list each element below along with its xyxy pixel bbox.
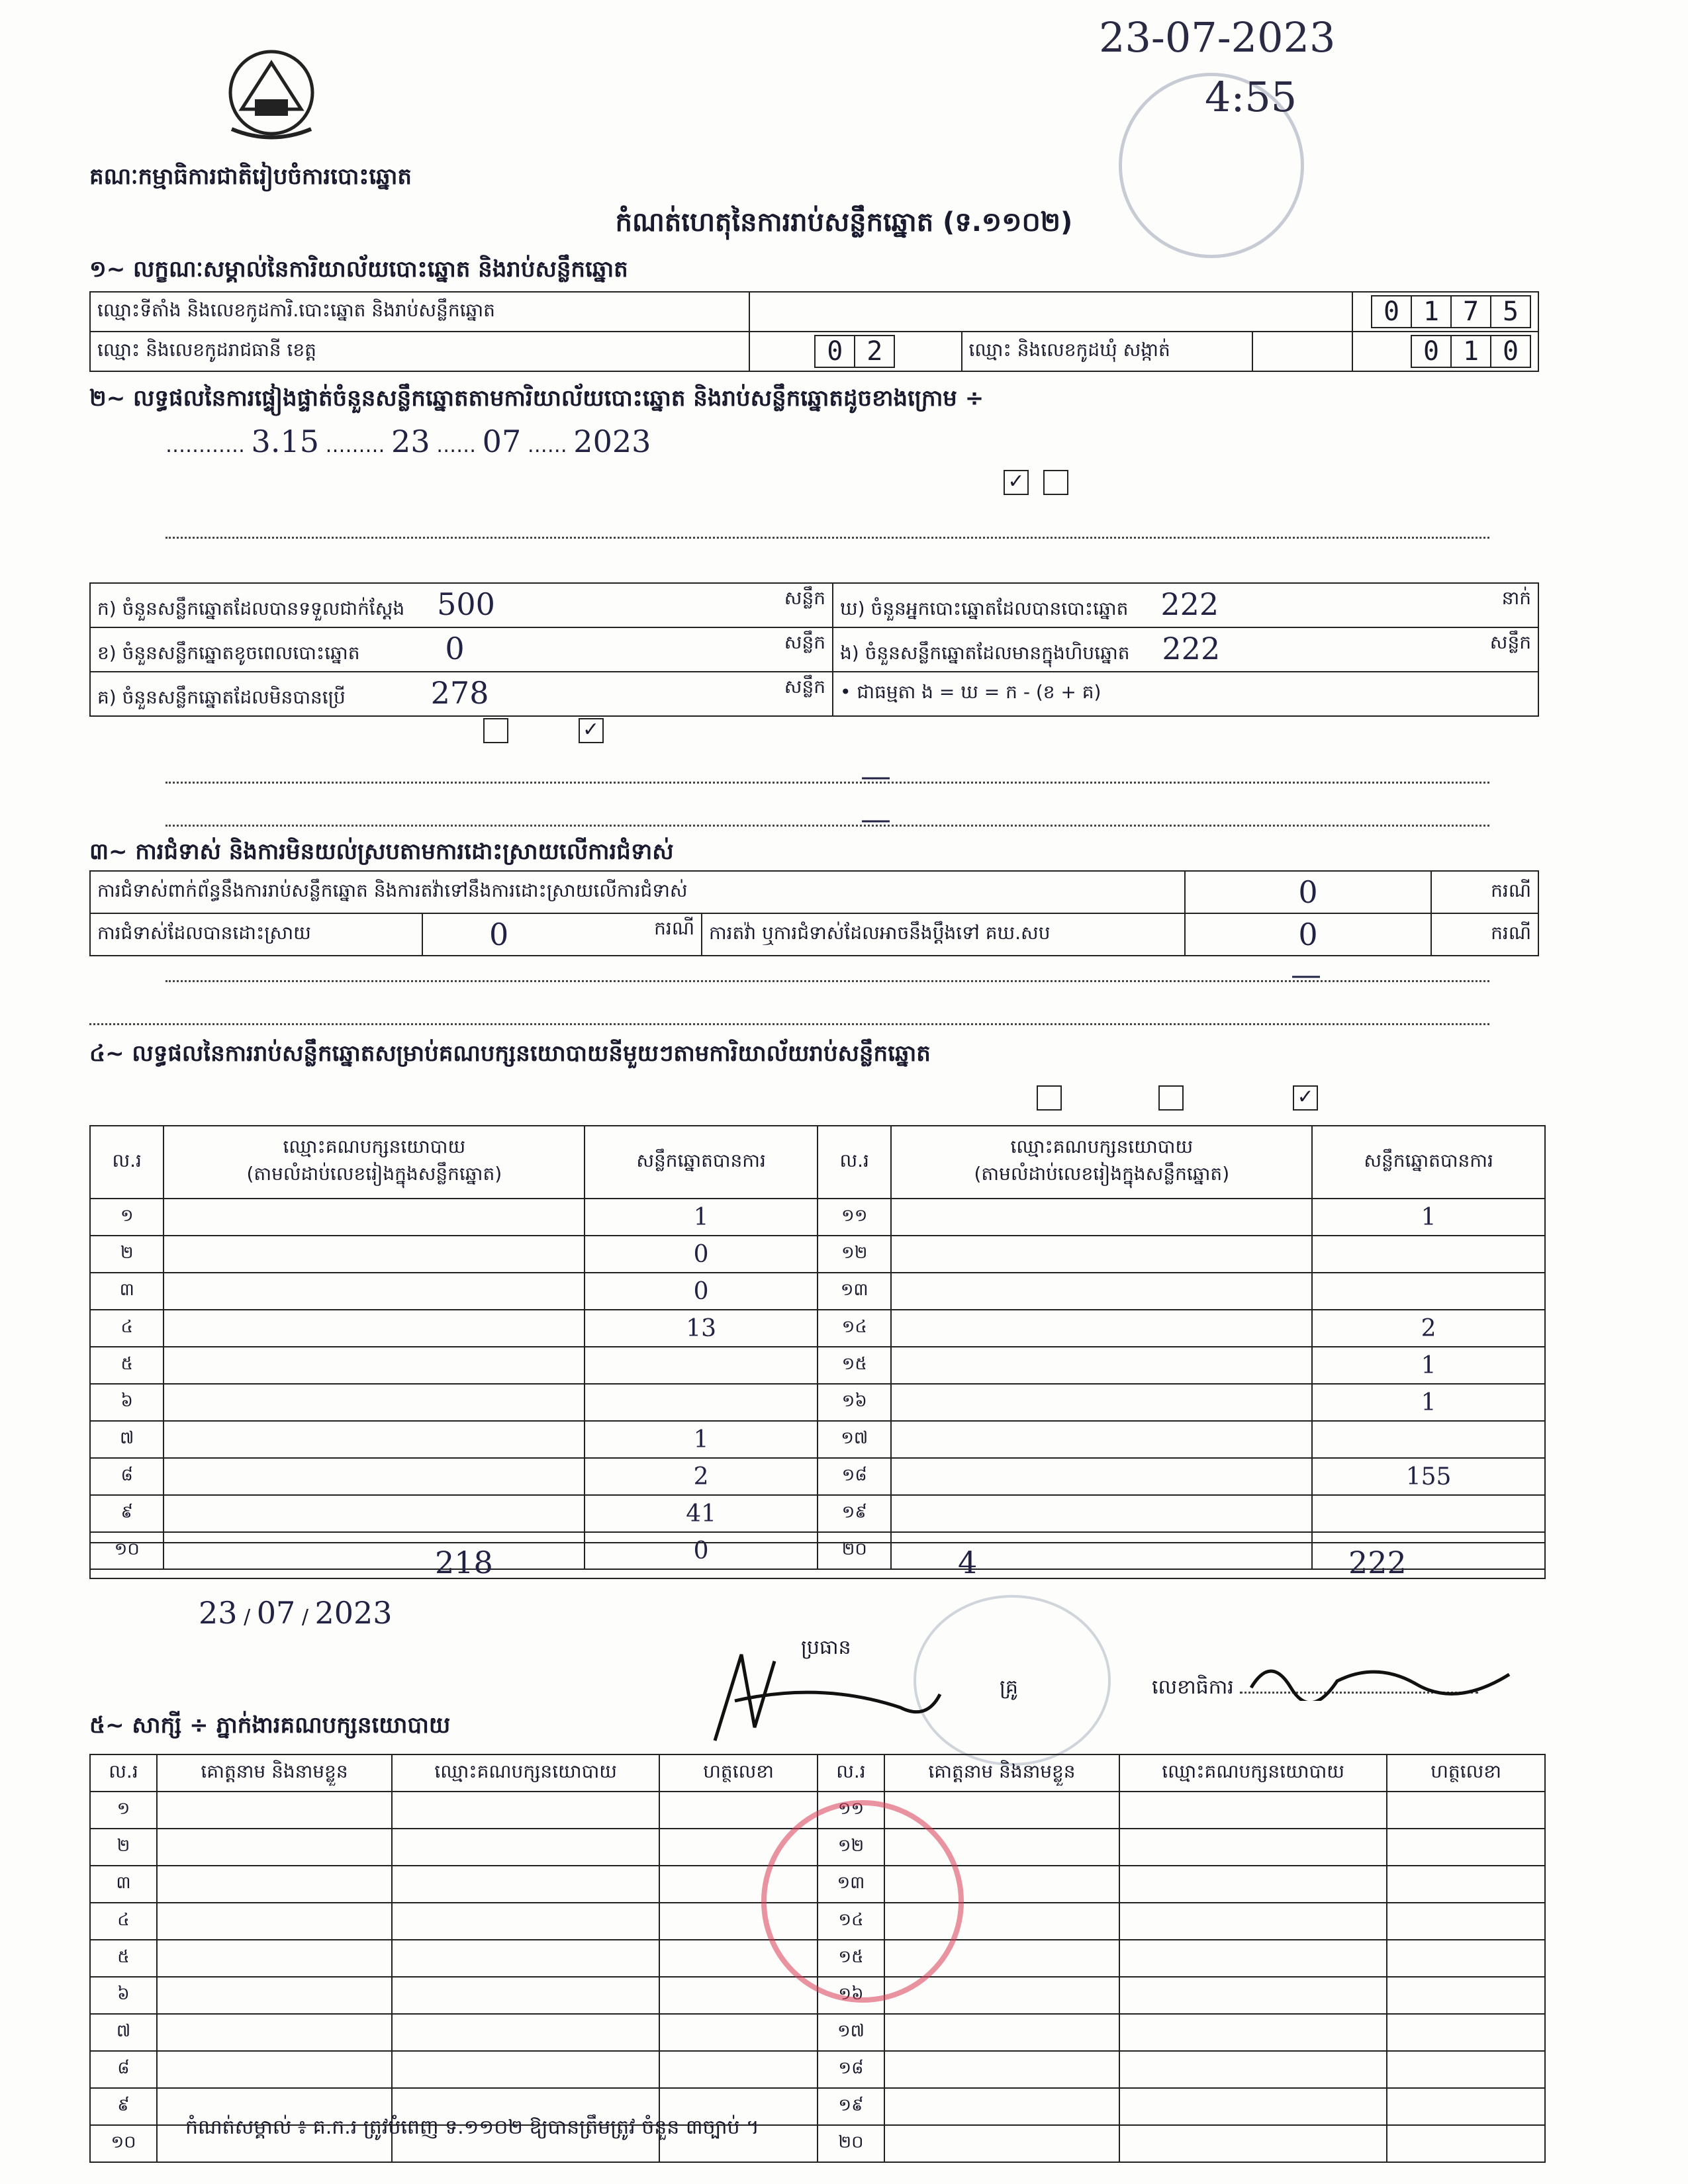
row-number: ១២ — [818, 1236, 891, 1273]
verification-line: ………… 3.15 ……… 23 …… 07 …… 2023 — [165, 424, 651, 459]
col-votes-header: សន្លឹកឆ្នោតបានការ — [585, 1126, 818, 1199]
note-field-3[interactable] — [165, 801, 1489, 837]
col-no-header: ល.រ — [818, 1754, 884, 1792]
form-title: កំណត់ហេតុនៃការរាប់សន្លឹកឆ្នោត (ទ.១១០២) — [615, 207, 1073, 238]
witness-signature-cell[interactable] — [1387, 2125, 1545, 2162]
handwritten-note: — — [1291, 956, 1321, 992]
row-number: ២០ — [818, 2125, 884, 2162]
table-row — [90, 1199, 1545, 1236]
party-name-cell[interactable] — [891, 1421, 1312, 1458]
total-invalid-value[interactable]: 4 — [958, 1545, 978, 1580]
total-box-value[interactable]: 222 — [1348, 1545, 1407, 1580]
one-sheet-checkbox[interactable] — [1037, 1085, 1062, 1111]
witness-name-cell[interactable] — [157, 1866, 392, 1903]
party-name-cell[interactable] — [164, 1421, 585, 1458]
witness-party-cell[interactable] — [1119, 1829, 1387, 1866]
station-label: ឈ្មោះទីតាំង និងលេខកូដការិ.បោះឆ្នោត និងរាប់សន្លឹកឆ្នោត — [90, 292, 749, 332]
unit-label: ករណី — [1431, 871, 1538, 913]
table-row — [90, 1495, 1545, 1532]
count-row-left — [90, 672, 833, 716]
col-party-header — [891, 1126, 1312, 1199]
vote-count-cell[interactable] — [1312, 1421, 1545, 1458]
col-party-sub: (តាមលំដាប់លេខរៀងក្នុងសន្លឹកឆ្នោត) — [246, 1163, 502, 1185]
chair-role: ប្រធាន — [801, 1636, 851, 1659]
vote-count-cell[interactable]: 2 — [585, 1458, 818, 1495]
witness-name-cell[interactable] — [157, 1792, 392, 1829]
chair-signature — [702, 1641, 953, 1747]
witness-signature-cell[interactable] — [1387, 2051, 1545, 2088]
count-label: ក) ចំនួនសន្លឹកឆ្នោតដែលបានទទួលជាក់ស្តែង — [97, 598, 405, 619]
party-name-cell[interactable] — [164, 1273, 585, 1310]
unit-label: ករណី — [1431, 913, 1538, 956]
code-digit: 2 — [854, 335, 895, 368]
table-row — [90, 1421, 1545, 1458]
party-results-table — [89, 1125, 1546, 1570]
complaints-label: ការជំទាស់ពាក់ព័ន្ធនឹងការរាប់សន្លឹកឆ្នោត និងការតវ៉ាទៅនឹងការដោះស្រាយលើការជំទាស់ — [90, 871, 1185, 913]
party-name-cell[interactable] — [164, 1458, 585, 1495]
vote-count-cell[interactable] — [1312, 1495, 1545, 1532]
row-number: ១០ — [90, 1532, 164, 1569]
witness-name-cell[interactable] — [884, 2125, 1119, 2162]
witness-signature-cell[interactable] — [1387, 1866, 1545, 1903]
witness-party-cell[interactable] — [1119, 1940, 1387, 1977]
vote-count-cell[interactable]: 0 — [585, 1236, 818, 1273]
stamp-date: 23-07-2023 — [1099, 13, 1336, 62]
witness-signature-cell[interactable] — [659, 1977, 818, 2014]
row-number: ៨ — [90, 1458, 164, 1495]
col-no-header: ល.រ — [90, 1126, 164, 1199]
resolved-count[interactable]: 0 — [489, 917, 509, 952]
row-number: ១៣ — [818, 1866, 884, 1903]
witness-signature-cell[interactable] — [659, 2014, 818, 2051]
sheet-count-line — [1033, 1085, 1322, 1111]
spoiled-ballots-value[interactable]: 0 — [445, 631, 465, 666]
appeal-count[interactable]: 0 — [1185, 913, 1431, 956]
count-label: គ) ចំនួនសន្លឹកឆ្នោតដែលមិនបានប្រើ — [97, 686, 346, 708]
vote-count-cell[interactable]: 1 — [1312, 1199, 1545, 1236]
vote-count-cell[interactable] — [1312, 1236, 1545, 1273]
col-no-header: ល.រ — [818, 1126, 891, 1199]
party-name-cell[interactable] — [164, 1199, 585, 1236]
ballot-count-table — [89, 582, 1539, 717]
witness-name-cell[interactable] — [884, 2051, 1119, 2088]
sign-date-year[interactable]: 2023 — [314, 1595, 393, 1631]
witness-name-cell[interactable] — [884, 2014, 1119, 2051]
note-field-5[interactable] — [89, 999, 1489, 1025]
ballots-in-box-value[interactable]: 222 — [1162, 631, 1221, 666]
commune-label: ឈ្មោះ និងលេខកូដឃុំ សង្កាត់ — [962, 332, 1253, 371]
section-2-title: ២~ លទ្ធផលនៃការផ្ទៀងផ្ទាត់ចំនួនសន្លឹកឆ្នោតតាមការិយាល័យបោះឆ្នោត និងរាប់សន្លឹកឆ្នោតដូចខាងក្រោម ÷ — [89, 385, 984, 412]
count-label: ង) ចំនួនសន្លឹកឆ្នោតដែលមានក្នុងហិបឆ្នោត — [840, 642, 1130, 664]
witness-party-cell[interactable] — [392, 1829, 659, 1866]
table-row — [90, 1458, 1545, 1495]
vote-count-cell[interactable]: 0 — [585, 1532, 818, 1569]
code-digit: 0 — [1411, 335, 1452, 368]
witness-party-cell[interactable] — [1119, 2014, 1387, 2051]
note-field-4[interactable] — [165, 956, 1489, 992]
count-row-right — [833, 627, 1538, 672]
row-number: ១៦ — [818, 1384, 891, 1421]
vote-count-cell[interactable]: 1 — [1312, 1347, 1545, 1384]
row-number: ១៥ — [818, 1940, 884, 1977]
witness-party-cell[interactable] — [392, 1903, 659, 1940]
code-digit: 1 — [1450, 335, 1491, 368]
verification-month[interactable]: 07 — [482, 424, 522, 459]
table-row — [90, 1236, 1545, 1273]
handwritten-note: — — [861, 758, 891, 794]
party-name-cell[interactable] — [164, 1384, 585, 1421]
org-name: គណៈកម្មាធិការជាតិរៀបចំការបោះឆ្នោត — [89, 163, 412, 190]
witness-signature-cell[interactable] — [1387, 2088, 1545, 2125]
row-number: ១២ — [818, 1829, 884, 1866]
row-number: ១៤ — [818, 1903, 884, 1940]
row-number: ១៥ — [818, 1347, 891, 1384]
row-number: ១០ — [90, 2125, 157, 2162]
count-row-right — [833, 583, 1538, 627]
row-number: ៧ — [90, 2014, 157, 2051]
total-valid-value[interactable]: 218 — [435, 1545, 493, 1580]
station-name-field[interactable] — [749, 292, 1352, 332]
row-number: ៨ — [90, 2051, 157, 2088]
col-party-header: ឈ្មោះគណបក្សនយោបាយ — [1119, 1754, 1387, 1792]
row-number: ១៧ — [818, 1421, 891, 1458]
party-name-cell[interactable] — [164, 1495, 585, 1532]
row-number: ១៨ — [818, 1458, 891, 1495]
sign-date-day[interactable]: 23 — [199, 1595, 238, 1631]
witness-party-cell[interactable] — [392, 1866, 659, 1903]
witness-name-cell[interactable] — [157, 1829, 392, 1866]
row-number: ៤ — [90, 1310, 164, 1347]
col-sig-header: ហត្ថលេខា — [1387, 1754, 1545, 1792]
witness-name-cell[interactable] — [157, 1940, 392, 1977]
count-label: ឃ) ចំនួនអ្នកបោះឆ្នោតដែលបានបោះឆ្នោត — [840, 598, 1129, 619]
witness-party-cell[interactable] — [392, 1792, 659, 1829]
col-party-sub: (តាមលំដាប់លេខរៀងក្នុងសន្លឹកឆ្នោត) — [974, 1163, 1230, 1185]
witness-party-cell[interactable] — [1119, 2125, 1387, 2162]
code-digit: 7 — [1450, 295, 1491, 328]
witness-party-cell[interactable] — [1119, 2088, 1387, 2125]
witness-party-cell[interactable] — [392, 2014, 659, 2051]
code-digit: 5 — [1490, 295, 1531, 328]
witness-name-cell[interactable] — [157, 2051, 392, 2088]
col-no-header: ល.រ — [90, 1754, 157, 1792]
table-row — [90, 1384, 1545, 1421]
resolved-cell — [422, 913, 702, 956]
witness-signature-cell[interactable] — [1387, 2014, 1545, 2051]
row-number: ១៨ — [818, 2051, 884, 2088]
discrepancy-no-checkbox[interactable]: ✓ — [579, 718, 604, 743]
table-row — [90, 1273, 1545, 1310]
witness-party-cell[interactable] — [392, 1977, 659, 2014]
witness-party-cell[interactable] — [1119, 1866, 1387, 1903]
witness-party-cell[interactable] — [1119, 1977, 1387, 2014]
unit-label: សន្លឹក — [784, 631, 825, 653]
row-number: ៥ — [90, 1347, 164, 1384]
voters-value[interactable]: 222 — [1160, 586, 1219, 622]
count-label: ខ) ចំនួនសន្លឹកឆ្នោតខូចពេលបោះឆ្នោត — [97, 642, 360, 664]
station-code[interactable] — [1352, 292, 1538, 332]
row-number: ៦ — [90, 1384, 164, 1421]
col-party-header: ឈ្មោះគណបក្សនយោបាយ — [392, 1754, 659, 1792]
witness-name-cell[interactable] — [157, 1903, 392, 1940]
code-digit: 0 — [1490, 335, 1531, 368]
witness-signature-cell[interactable] — [659, 2051, 818, 2088]
col-party-title: ឈ្មោះគណបក្សនយោបាយ — [1010, 1136, 1194, 1158]
section-1-title: ១~ លក្ខណៈសម្គាល់នៃការិយាល័យបោះឆ្នោត និងរាប់សន្លឹកឆ្នោត — [89, 256, 628, 283]
seal-check-line — [1000, 470, 1072, 495]
section-3-title: ៣~ ការជំទាស់ និងការមិនយល់ស្របតាមការដោះស្រាយលើការជំទាស់ — [89, 839, 674, 865]
unused-ballots-value[interactable]: 278 — [430, 675, 489, 711]
table-row — [90, 1310, 1545, 1347]
totals-row — [89, 1542, 1546, 1579]
section-5-title: ៥~ សាក្សី ÷ ភ្នាក់ងារគណបក្សនយោបាយ — [89, 1712, 451, 1739]
footnote: កំណត់សម្គាល់ ៖ គ.ក.រ ត្រូវបំពេញ ទ.១១០២ ឱ្យបានត្រឹមត្រូវ ចំនួន ៣ច្បាប់ ។ — [185, 2116, 759, 2139]
member-role: គ្រូ — [1000, 1676, 1018, 1699]
col-party-title: ឈ្មោះគណបក្សនយោបាយ — [283, 1136, 466, 1158]
witness-signature-cell[interactable] — [1387, 1977, 1545, 2014]
row-number: ១១ — [818, 1792, 884, 1829]
two-sheet-checkbox[interactable] — [1158, 1085, 1184, 1111]
col-sig-header: ហត្ថលេខា — [659, 1754, 818, 1792]
seal-broken-checkbox[interactable] — [1043, 470, 1068, 495]
row-number: ៦ — [90, 1977, 157, 2014]
province-label — [90, 332, 749, 371]
witness-party-cell[interactable] — [392, 2051, 659, 2088]
discrepancy-yes-checkbox[interactable] — [483, 718, 508, 743]
party-name-cell[interactable] — [891, 1199, 1312, 1236]
party-name-cell[interactable] — [891, 1347, 1312, 1384]
count-row-left — [90, 627, 833, 672]
party-name-cell[interactable] — [891, 1310, 1312, 1347]
complaints-count[interactable]: 0 — [1185, 871, 1431, 913]
official-seal-red — [761, 1800, 964, 2003]
stamp-time: 4:55 — [1205, 73, 1297, 121]
party-name-cell[interactable] — [891, 1236, 1312, 1273]
witness-signature-cell[interactable] — [1387, 1940, 1545, 1977]
party-name-cell[interactable] — [164, 1347, 585, 1384]
vote-count-cell[interactable]: 1 — [585, 1199, 818, 1236]
witness-party-cell[interactable] — [1119, 2051, 1387, 2088]
vote-count-cell[interactable] — [585, 1384, 818, 1421]
formula-cell: • ជាធម្មតា ង = ឃ = ក - (ខ + គ) — [833, 672, 1538, 716]
table-row — [90, 2014, 1545, 2051]
note-field-1[interactable] — [165, 513, 1489, 539]
note-field-2[interactable] — [165, 758, 1489, 794]
vote-count-cell[interactable]: 1 — [585, 1421, 818, 1458]
party-name-cell[interactable] — [164, 1236, 585, 1273]
row-number: ៣ — [90, 1273, 164, 1310]
seal-intact-checkbox[interactable]: ✓ — [1004, 470, 1029, 495]
verification-year[interactable]: 2023 — [573, 424, 651, 459]
row-number: ៥ — [90, 1940, 157, 1977]
unit-label: សន្លឹក — [784, 587, 825, 609]
witness-name-cell[interactable] — [157, 1977, 392, 2014]
polling-station-table — [89, 291, 1539, 372]
witness-party-cell[interactable] — [1119, 1792, 1387, 1829]
col-party-header — [164, 1126, 585, 1199]
province-code[interactable] — [749, 332, 961, 371]
witness-name-cell[interactable] — [157, 2014, 392, 2051]
appeal-label: ការតវ៉ា ឬការជំទាស់ដែលអាចនឹងប្តឹងទៅ គឃ.សប — [702, 913, 1185, 956]
received-date-stamp — [1072, 13, 1417, 119]
row-number: ១ — [90, 1792, 157, 1829]
unit-label: ករណី — [654, 917, 694, 939]
witness-signature-cell[interactable] — [1387, 1792, 1545, 1829]
code-digit: 0 — [814, 335, 855, 368]
vote-count-cell[interactable] — [1312, 1273, 1545, 1310]
col-name-header: គោត្តនាម និងនាមខ្លួន — [884, 1754, 1119, 1792]
row-number: ១ — [90, 1199, 164, 1236]
vote-count-cell[interactable]: 41 — [585, 1495, 818, 1532]
row-number: ២ — [90, 1236, 164, 1273]
handwritten-note: — — [861, 801, 891, 837]
row-number: ៧ — [90, 1421, 164, 1458]
party-name-cell[interactable] — [164, 1310, 585, 1347]
unit-label: នាក់ — [1501, 587, 1531, 609]
count-row-left — [90, 583, 833, 627]
commune-code[interactable] — [1352, 332, 1538, 371]
ballots-received-value[interactable]: 500 — [437, 586, 495, 622]
vote-count-cell[interactable]: 0 — [585, 1273, 818, 1310]
secretary-role-label: លេខាធិការ — [1152, 1676, 1234, 1699]
three-sheet-checkbox[interactable]: ✓ — [1293, 1085, 1318, 1111]
complaints-table — [89, 870, 1539, 956]
sign-date-month[interactable]: 07 — [256, 1595, 296, 1631]
row-number: ៩ — [90, 1495, 164, 1532]
unit-label: សន្លឹក — [784, 676, 825, 698]
table-row — [90, 2051, 1545, 2088]
unit-label: សន្លឹក — [1489, 631, 1531, 653]
discrepancy-line — [165, 718, 608, 743]
col-votes-header: សន្លឹកឆ្នោតបានការ — [1312, 1126, 1545, 1199]
nec-logo — [218, 46, 324, 146]
province-label-text: ឈ្មោះ និងលេខកូដរាជធានី ខេត្ត — [97, 338, 316, 361]
verification-day[interactable]: 23 — [391, 424, 430, 459]
verification-time[interactable]: 3.15 — [251, 424, 319, 459]
date-line: 23 / 07 / 2023 — [199, 1595, 393, 1631]
row-number: ១៤ — [818, 1310, 891, 1347]
vote-count-cell[interactable] — [585, 1347, 818, 1384]
witness-party-cell[interactable] — [392, 1940, 659, 1977]
vote-count-cell[interactable]: 155 — [1312, 1458, 1545, 1495]
witness-signature-cell[interactable] — [659, 1792, 818, 1829]
commune-name-field[interactable] — [1252, 332, 1352, 371]
resolved-label: ការជំទាស់ដែលបានដោះស្រាយ — [90, 913, 422, 956]
vote-count-cell[interactable]: 13 — [585, 1310, 818, 1347]
col-name-header: គោត្តនាម និងនាមខ្លួន — [157, 1754, 392, 1792]
vote-count-cell[interactable]: 1 — [1312, 1384, 1545, 1421]
row-number: ៩ — [90, 2088, 157, 2125]
vote-count-cell[interactable]: 2 — [1312, 1310, 1545, 1347]
row-number: ១៩ — [818, 2088, 884, 2125]
row-number: ៤ — [90, 1903, 157, 1940]
witness-name-cell[interactable] — [884, 2088, 1119, 2125]
row-number: ២០ — [818, 1532, 891, 1569]
row-number: ១៣ — [818, 1273, 891, 1310]
row-number: ១៩ — [818, 1495, 891, 1532]
party-name-cell[interactable] — [891, 1458, 1312, 1495]
code-digit: 0 — [1371, 295, 1412, 328]
witness-signature-cell[interactable] — [1387, 1829, 1545, 1866]
party-name-cell[interactable] — [891, 1495, 1312, 1532]
row-number: ១៧ — [818, 2014, 884, 2051]
row-number: ២ — [90, 1829, 157, 1866]
witness-party-cell[interactable] — [1119, 1903, 1387, 1940]
row-number: ១៦ — [818, 1977, 884, 2014]
secretary-signature — [1244, 1648, 1523, 1701]
party-name-cell[interactable] — [891, 1384, 1312, 1421]
table-row — [90, 1347, 1545, 1384]
row-number: ១១ — [818, 1199, 891, 1236]
section-4-title: ៤~ លទ្ធផលនៃការរាប់សន្លឹកឆ្នោតសម្រាប់គណបក្សនយោបាយនីមួយៗតាមការិយាល័យរាប់សន្លឹកឆ្នោត — [89, 1040, 931, 1067]
code-digit: 1 — [1411, 295, 1452, 328]
party-name-cell[interactable] — [891, 1273, 1312, 1310]
witness-signature-cell[interactable] — [1387, 1903, 1545, 1940]
row-number: ៣ — [90, 1866, 157, 1903]
